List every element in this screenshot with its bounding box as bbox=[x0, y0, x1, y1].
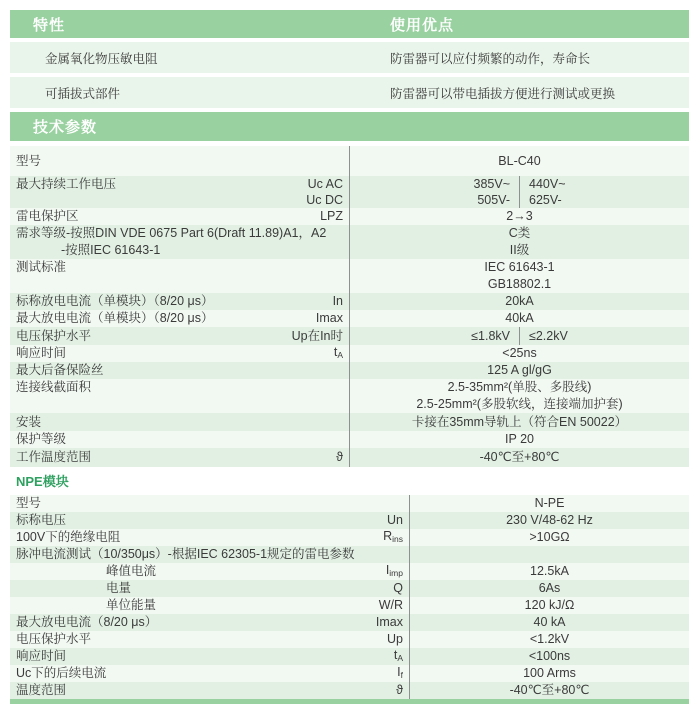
row-symbol: $t_A$ bbox=[393, 647, 403, 663]
benefits-header: 使用优点 bbox=[390, 16, 455, 34]
row-value: -40℃至+80℃ bbox=[479, 450, 560, 464]
npe-row-response-time bbox=[10, 648, 689, 665]
benefit-text: 防雷器可以带电插拔方便进行测试或更换 bbox=[390, 86, 616, 101]
spec-row-test-standard bbox=[10, 259, 689, 293]
row-value: 230 V/48-62 Hz bbox=[506, 513, 593, 527]
row-label: 脉冲电流测试（10/350μs）-根据IEC 62305-1规定的雷电参数 bbox=[16, 547, 355, 561]
row-value: C类 II级 bbox=[508, 226, 531, 257]
row-label: 单位能量 bbox=[106, 598, 157, 612]
tech-params-bar bbox=[10, 112, 689, 141]
row-value: 2→3 bbox=[506, 209, 533, 223]
row-label: 最大放电电流（单模块）（8/20 μs） bbox=[16, 311, 214, 325]
row-label: Uc下的后续电流 bbox=[16, 666, 107, 680]
row-value: 120 kJ/Ω bbox=[524, 598, 575, 612]
row-value: 40kA bbox=[505, 311, 534, 325]
npe-module-title: NPE模块 bbox=[16, 474, 69, 489]
row-label: 响应时间 bbox=[16, 649, 67, 663]
spec-row-model bbox=[10, 146, 689, 176]
row-symbol: ϑ bbox=[336, 450, 343, 464]
benefit-text: 防雷器可以应付频繁的动作，寿命长 bbox=[390, 51, 591, 66]
row-label: 温度范围 bbox=[16, 683, 67, 697]
spec-row-response-time bbox=[10, 345, 689, 362]
row-value-split: ≤1.8kV ≤2.2kV bbox=[350, 327, 689, 345]
row-value: >10GΩ bbox=[529, 530, 570, 544]
row-value: -40℃至+80℃ bbox=[509, 683, 590, 697]
row-symbol: Imax bbox=[375, 615, 403, 629]
npe-row-temp-range bbox=[10, 682, 689, 699]
row-label: 雷电保护区 bbox=[16, 209, 79, 223]
feature-text: 金属氧化物压敏电阻 bbox=[45, 51, 158, 66]
value-left-col: 385V~ 505V- bbox=[350, 176, 520, 208]
spec-row-backup-fuse bbox=[10, 362, 689, 379]
spec-row-wire-cross-section bbox=[10, 379, 689, 413]
row-symbol: Uc AC Uc DC bbox=[306, 177, 343, 207]
feature-row bbox=[10, 77, 689, 108]
row-symbol: $I_{imp}$ bbox=[385, 562, 403, 578]
spec-row-ip-rating bbox=[10, 431, 689, 448]
spec-row-protection-level bbox=[10, 327, 689, 345]
row-label: 电压保护水平 bbox=[16, 632, 92, 646]
npe-row-peak-current bbox=[10, 563, 689, 580]
row-label: 工作温度范围 bbox=[16, 450, 92, 464]
row-label: 电压保护水平 bbox=[16, 329, 92, 343]
row-value-split bbox=[350, 176, 689, 208]
row-value: 125 A gl/gG bbox=[487, 363, 552, 377]
features-header-bar bbox=[10, 10, 689, 38]
row-label: 标称电压 bbox=[16, 513, 67, 527]
row-value: 100 Arms bbox=[523, 666, 576, 680]
npe-row-charge bbox=[10, 580, 689, 597]
row-label: 响应时间 bbox=[16, 346, 67, 360]
spec-row-nominal-discharge bbox=[10, 293, 689, 310]
row-value: 20kA bbox=[505, 294, 534, 308]
row-value: <25ns bbox=[502, 346, 537, 360]
row-symbol: Q bbox=[393, 581, 403, 595]
row-symbol: Imax bbox=[315, 311, 343, 325]
row-label: 最大放电电流（8/20 μs） bbox=[16, 615, 158, 629]
npe-row-model bbox=[10, 495, 689, 512]
row-label: 型号 bbox=[16, 154, 42, 168]
feature-text: 可插拔式部件 bbox=[45, 86, 121, 101]
row-label: 测试标准 bbox=[16, 260, 67, 274]
spec-row-lpz bbox=[10, 208, 689, 225]
tech-table bbox=[10, 146, 689, 467]
row-symbol: ϑ bbox=[396, 683, 403, 697]
npe-table bbox=[10, 495, 689, 699]
row-symbol: Up bbox=[387, 632, 403, 646]
row-label-line2: -按照IEC 61643-1 bbox=[61, 243, 161, 257]
row-symbol: $R_{ins}$ bbox=[383, 528, 403, 544]
row-label: 安装 bbox=[16, 415, 42, 429]
bottom-divider-bar bbox=[10, 699, 689, 704]
npe-row-follow-current bbox=[10, 665, 689, 682]
npe-row-impulse-test bbox=[10, 546, 689, 563]
row-symbol: Up在In时 bbox=[291, 329, 343, 343]
row-value: IP 20 bbox=[505, 432, 534, 446]
npe-row-nominal-voltage bbox=[10, 512, 689, 529]
spec-row-mounting bbox=[10, 413, 689, 431]
row-value: <100ns bbox=[528, 649, 571, 663]
row-value: 40 kA bbox=[533, 615, 566, 629]
row-symbol: W/R bbox=[378, 598, 403, 612]
row-label: 最大后备保险丝 bbox=[16, 363, 104, 377]
row-label: 最大持续工作电压 bbox=[16, 177, 117, 191]
row-value: N-PE bbox=[534, 496, 565, 510]
features-header: 特性 bbox=[33, 16, 66, 34]
row-label: 100V下的绝缘电阻 bbox=[16, 530, 121, 544]
spec-row-operating-temp bbox=[10, 448, 689, 467]
spec-row-requirement-class bbox=[10, 225, 689, 259]
row-symbol: In bbox=[332, 294, 343, 308]
row-label: 连接线截面积 bbox=[16, 380, 92, 394]
row-symbol: LPZ bbox=[320, 209, 343, 223]
row-value: 2.5-35mm²(单股、多股线) 2.5-25mm²(多股软线，连接端加护套) bbox=[416, 380, 623, 411]
row-value: 6As bbox=[538, 581, 561, 595]
row-label: 需求等级-按照DIN VDE 0675 Part 6(Draft 11.89)A1，A2 bbox=[16, 226, 327, 240]
npe-row-max-discharge bbox=[10, 614, 689, 631]
row-label: 型号 bbox=[16, 496, 42, 510]
row-value: IEC 61643-1 GB18802.1 bbox=[484, 260, 555, 291]
spec-row-max-discharge bbox=[10, 310, 689, 327]
row-symbol: $I_f$ bbox=[397, 664, 403, 680]
row-value: <1.2kV bbox=[529, 632, 570, 646]
feature-row bbox=[10, 42, 689, 73]
value-right-col: 440V~ 625V- bbox=[529, 177, 566, 207]
npe-row-insulation-resistance bbox=[10, 529, 689, 546]
row-value: 卡接在35mm导轨上（符合EN 50022） bbox=[411, 415, 628, 429]
row-symbol: $t_A$ bbox=[333, 344, 343, 360]
row-value: BL-C40 bbox=[498, 154, 541, 168]
row-label: 峰值电流 bbox=[106, 564, 157, 578]
spec-row-uc bbox=[10, 176, 689, 208]
row-symbol: Un bbox=[387, 513, 403, 527]
row-label: 标称放电电流（单模块）（8/20 μs） bbox=[16, 294, 214, 308]
tech-params-title: 技术参数 bbox=[33, 119, 98, 136]
npe-row-specific-energy bbox=[10, 597, 689, 614]
row-label: 电量 bbox=[106, 581, 132, 595]
npe-row-protection-level bbox=[10, 631, 689, 648]
row-value: 12.5kA bbox=[530, 564, 569, 578]
row-label: 保护等级 bbox=[16, 432, 67, 446]
